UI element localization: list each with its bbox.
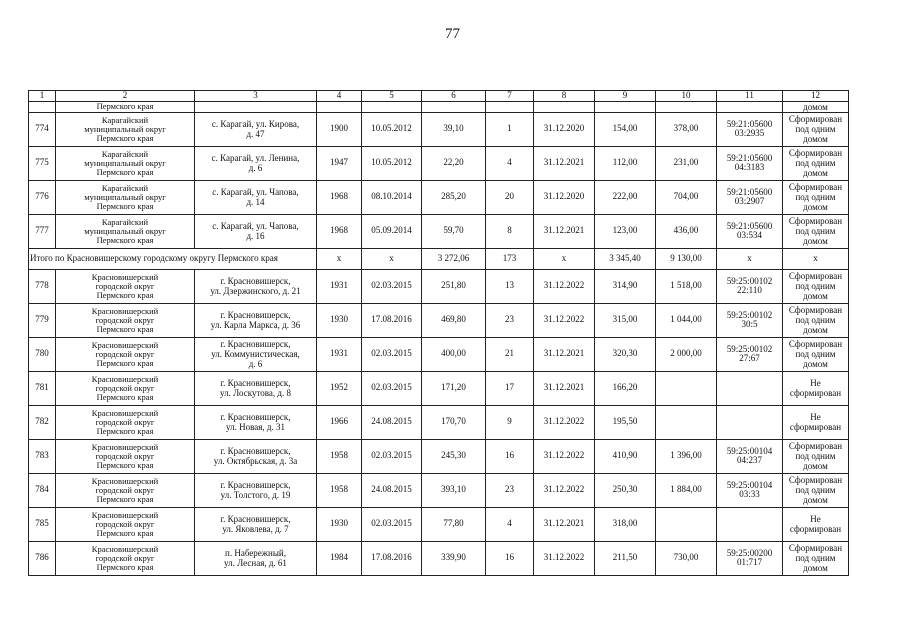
cell-people: 16 [486, 541, 534, 575]
cell-people: 17 [486, 371, 534, 405]
cell-col9: 166,20 [595, 371, 656, 405]
cell-status: Сформирован под одним домом [783, 214, 849, 248]
column-header-8: 8 [534, 91, 595, 102]
cell-empty [317, 101, 362, 112]
total-col4: x [317, 248, 362, 269]
cell-col10: 231,00 [656, 146, 717, 180]
cell-municipality: Красновишерский городской округ Пермского края [56, 473, 195, 507]
cell-area: 77,80 [422, 507, 486, 541]
cell-people: 4 [486, 507, 534, 541]
cell-num: 774 [29, 112, 56, 146]
total-label: Итого по Красновишерскому городскому округу Пермского края [29, 248, 317, 269]
column-header-12: 12 [783, 91, 849, 102]
cell-year: 1958 [317, 439, 362, 473]
cell-cadastral [717, 405, 783, 439]
cell-deadline: 31.12.2022 [534, 439, 595, 473]
cell-date: 08.10.2014 [362, 180, 422, 214]
cell-date: 02.03.2015 [362, 507, 422, 541]
cell-cadastral: 59:25:00102 27:67 [717, 337, 783, 371]
cell-deadline: 31.12.2020 [534, 180, 595, 214]
cell-cadastral: 59:21:05600 03:2935 [717, 112, 783, 146]
cell-col10 [656, 507, 717, 541]
cell-col9: 123,00 [595, 214, 656, 248]
cell-address: с. Карагай, ул. Кирова, д. 47 [195, 112, 317, 146]
cell-municipality: Красновишерский городской округ Пермского края [56, 337, 195, 371]
cell-col9: 314,90 [595, 269, 656, 303]
cell-year: 1968 [317, 180, 362, 214]
cell-num: 785 [29, 507, 56, 541]
cell-date: 17.08.2016 [362, 541, 422, 575]
cell-col9: 195,50 [595, 405, 656, 439]
cell-people: 9 [486, 405, 534, 439]
column-header-2: 2 [56, 91, 195, 102]
cell-municipality: Красновишерский городской округ Пермского края [56, 541, 195, 575]
cell-people: 23 [486, 473, 534, 507]
table-row [29, 214, 849, 248]
cell-num: 781 [29, 371, 56, 405]
cell-col9: 410,90 [595, 439, 656, 473]
column-header-3: 3 [195, 91, 317, 102]
cell-status: Сформирован под одним домом [783, 439, 849, 473]
cell-municipality: Красновишерский городской округ Пермского края [56, 269, 195, 303]
cell-area: 171,20 [422, 371, 486, 405]
cell-date: 10.05.2012 [362, 146, 422, 180]
cell-empty [486, 101, 534, 112]
cell-area: 39,10 [422, 112, 486, 146]
cell-year: 1947 [317, 146, 362, 180]
cell-area: 285,20 [422, 180, 486, 214]
table-row [29, 439, 849, 473]
cell-empty [717, 101, 783, 112]
cell-cadastral: 59:21:05600 03:534 [717, 214, 783, 248]
cell-date: 02.03.2015 [362, 371, 422, 405]
cell-empty [195, 101, 317, 112]
table-row [29, 405, 849, 439]
continuation-row [29, 101, 849, 112]
cell-people: 16 [486, 439, 534, 473]
cell-address: г. Красновишерск, ул. Карла Маркса, д. 36 [195, 303, 317, 337]
cell-status: Сформирован под одним домом [783, 112, 849, 146]
cell-municipality: Красновишерский городской округ Пермского края [56, 371, 195, 405]
cell-year: 1930 [317, 303, 362, 337]
cell-status: Не сформирован [783, 507, 849, 541]
cell-status: Сформирован под одним домом [783, 541, 849, 575]
cell-col10: 1 518,00 [656, 269, 717, 303]
cell-people: 1 [486, 112, 534, 146]
cell-col10: 730,00 [656, 541, 717, 575]
cell-col9: 154,00 [595, 112, 656, 146]
cell-deadline: 31.12.2021 [534, 337, 595, 371]
cell-date: 05.09.2014 [362, 214, 422, 248]
cell-cadastral: 59:21:05600 04:3183 [717, 146, 783, 180]
cell-status: Не сформирован [783, 371, 849, 405]
cell-cadastral: 59:25:00102 22:110 [717, 269, 783, 303]
cell-year: 1952 [317, 371, 362, 405]
cell-people: 21 [486, 337, 534, 371]
cell-year: 1930 [317, 507, 362, 541]
table-row [29, 180, 849, 214]
cell-col10 [656, 405, 717, 439]
total-col8: x [534, 248, 595, 269]
column-header-10: 10 [656, 91, 717, 102]
cell-address: г. Красновишерск, ул. Новая, д. 31 [195, 405, 317, 439]
cell-area: 400,00 [422, 337, 486, 371]
cell-empty [656, 101, 717, 112]
cell-address: г. Красновишерск, ул. Коммунистическая, д. 6 [195, 337, 317, 371]
cell-address: г. Красновишерск, ул. Толстого, д. 19 [195, 473, 317, 507]
cell-status: Сформирован под одним домом [783, 146, 849, 180]
header-row [29, 91, 849, 102]
cell-people: 23 [486, 303, 534, 337]
cell-col9: 112,00 [595, 146, 656, 180]
cell-col9: 318,00 [595, 507, 656, 541]
cell-area: 245,30 [422, 439, 486, 473]
cell-col10: 1 044,00 [656, 303, 717, 337]
cell-col10: 1 884,00 [656, 473, 717, 507]
cell-year: 1958 [317, 473, 362, 507]
cell-deadline: 31.12.2021 [534, 146, 595, 180]
cell-col10: 2 000,00 [656, 337, 717, 371]
table-row [29, 337, 849, 371]
cell-col9: 250,30 [595, 473, 656, 507]
cell-address: с. Карагай, ул. Ленина, д. 6 [195, 146, 317, 180]
cell-municipality: Красновишерский городской округ Пермского края [56, 439, 195, 473]
column-header-4: 4 [317, 91, 362, 102]
cell-date: 17.08.2016 [362, 303, 422, 337]
cell-year: 1968 [317, 214, 362, 248]
cell-num: 786 [29, 541, 56, 575]
cell-municipality: Карагайский муниципальный округ Пермского края [56, 146, 195, 180]
cell-address: г. Красновишерск, ул. Дзержинского, д. 21 [195, 269, 317, 303]
column-header-7: 7 [486, 91, 534, 102]
cell-deadline: 31.12.2022 [534, 541, 595, 575]
total-col5: x [362, 248, 422, 269]
cell-num: 776 [29, 180, 56, 214]
cell-num: 779 [29, 303, 56, 337]
cell-col10: 436,00 [656, 214, 717, 248]
cell-col10: 704,00 [656, 180, 717, 214]
cell-area: 393,10 [422, 473, 486, 507]
table-row [29, 303, 849, 337]
cell-col9: 315,00 [595, 303, 656, 337]
cell-empty [422, 101, 486, 112]
cell-date: 24.08.2015 [362, 473, 422, 507]
cell-address: г. Красновишерск, ул. Лоскутова, д. 8 [195, 371, 317, 405]
cell-address: г. Красновишерск, ул. Октябрьская, д. 3а [195, 439, 317, 473]
cell-deadline: 31.12.2022 [534, 269, 595, 303]
cell-deadline: 31.12.2022 [534, 405, 595, 439]
cell-address: с. Карагай, ул. Чапова, д. 14 [195, 180, 317, 214]
cell-cadastral: 59:25:00102 30:5 [717, 303, 783, 337]
cell-municipality: Карагайский муниципальный округ Пермского края [56, 112, 195, 146]
cell-municipality: Пермского края [56, 101, 195, 112]
cell-area: 170,70 [422, 405, 486, 439]
cell-people: 4 [486, 146, 534, 180]
column-header-11: 11 [717, 91, 783, 102]
cell-year: 1931 [317, 269, 362, 303]
cell-cadastral [717, 371, 783, 405]
cell-deadline: 31.12.2020 [534, 112, 595, 146]
cell-area: 251,80 [422, 269, 486, 303]
cell-municipality: Карагайский муниципальный округ Пермского края [56, 180, 195, 214]
cell-area: 469,80 [422, 303, 486, 337]
cell-num [29, 101, 56, 112]
total-col11: x [717, 248, 783, 269]
cell-col10 [656, 371, 717, 405]
column-header-9: 9 [595, 91, 656, 102]
cell-deadline: 31.12.2021 [534, 371, 595, 405]
cell-num: 777 [29, 214, 56, 248]
total-col12: x [783, 248, 849, 269]
total-col6: 3 272,06 [422, 248, 486, 269]
cell-empty [595, 101, 656, 112]
cell-num: 782 [29, 405, 56, 439]
cell-people: 20 [486, 180, 534, 214]
total-row [29, 248, 849, 269]
cell-area: 339,90 [422, 541, 486, 575]
cell-date: 02.03.2015 [362, 269, 422, 303]
table-row [29, 371, 849, 405]
cell-status: Сформирован под одним домом [783, 180, 849, 214]
cell-col10: 378,00 [656, 112, 717, 146]
cell-num: 775 [29, 146, 56, 180]
cell-deadline: 31.12.2022 [534, 303, 595, 337]
cell-col9: 211,50 [595, 541, 656, 575]
table-row [29, 507, 849, 541]
cell-date: 02.03.2015 [362, 337, 422, 371]
cell-status: домом [783, 101, 849, 112]
cell-cadastral: 59:21:05600 03:2907 [717, 180, 783, 214]
cell-status: Сформирован под одним домом [783, 337, 849, 371]
cell-municipality: Карагайский муниципальный округ Пермского края [56, 214, 195, 248]
column-header-1: 1 [29, 91, 56, 102]
cell-cadastral: 59:25:00104 03:33 [717, 473, 783, 507]
cell-year: 1900 [317, 112, 362, 146]
cell-num: 780 [29, 337, 56, 371]
cell-deadline: 31.12.2021 [534, 214, 595, 248]
cell-address: г. Красновишерск, ул. Яковлева, д. 7 [195, 507, 317, 541]
cell-num: 778 [29, 269, 56, 303]
cell-year: 1966 [317, 405, 362, 439]
cell-cadastral: 59:25:00104 04:237 [717, 439, 783, 473]
table-row [29, 112, 849, 146]
total-col10: 9 130,00 [656, 248, 717, 269]
cell-num: 783 [29, 439, 56, 473]
cell-people: 13 [486, 269, 534, 303]
cell-year: 1984 [317, 541, 362, 575]
cell-address: п. Набережный, ул. Лесная, д. 61 [195, 541, 317, 575]
cell-area: 22,20 [422, 146, 486, 180]
table-row [29, 541, 849, 575]
cell-municipality: Красновишерский городской округ Пермского края [56, 507, 195, 541]
table-row [29, 269, 849, 303]
table-row [29, 146, 849, 180]
column-header-5: 5 [362, 91, 422, 102]
cell-date: 10.05.2012 [362, 112, 422, 146]
cell-num: 784 [29, 473, 56, 507]
cell-deadline: 31.12.2022 [534, 473, 595, 507]
housing-table [28, 90, 849, 576]
cell-cadastral: 59:25:00200 01:717 [717, 541, 783, 575]
cell-municipality: Красновишерский городской округ Пермского края [56, 303, 195, 337]
cell-status: Сформирован под одним домом [783, 269, 849, 303]
cell-date: 02.03.2015 [362, 439, 422, 473]
total-col9: 3 345,40 [595, 248, 656, 269]
page-number: 77 [445, 26, 460, 42]
cell-col9: 320,30 [595, 337, 656, 371]
cell-address: с. Карагай, ул. Чапова, д. 16 [195, 214, 317, 248]
cell-people: 8 [486, 214, 534, 248]
cell-col10: 1 396,00 [656, 439, 717, 473]
cell-status: Сформирован под одним домом [783, 303, 849, 337]
cell-municipality: Красновишерский городской округ Пермского края [56, 405, 195, 439]
cell-col9: 222,00 [595, 180, 656, 214]
cell-cadastral [717, 507, 783, 541]
cell-deadline: 31.12.2021 [534, 507, 595, 541]
column-header-6: 6 [422, 91, 486, 102]
cell-status: Не сформирован [783, 405, 849, 439]
cell-status: Сформирован под одним домом [783, 473, 849, 507]
cell-empty [362, 101, 422, 112]
cell-empty [534, 101, 595, 112]
cell-area: 59,70 [422, 214, 486, 248]
table-row [29, 473, 849, 507]
cell-year: 1931 [317, 337, 362, 371]
cell-date: 24.08.2015 [362, 405, 422, 439]
total-col7: 173 [486, 248, 534, 269]
